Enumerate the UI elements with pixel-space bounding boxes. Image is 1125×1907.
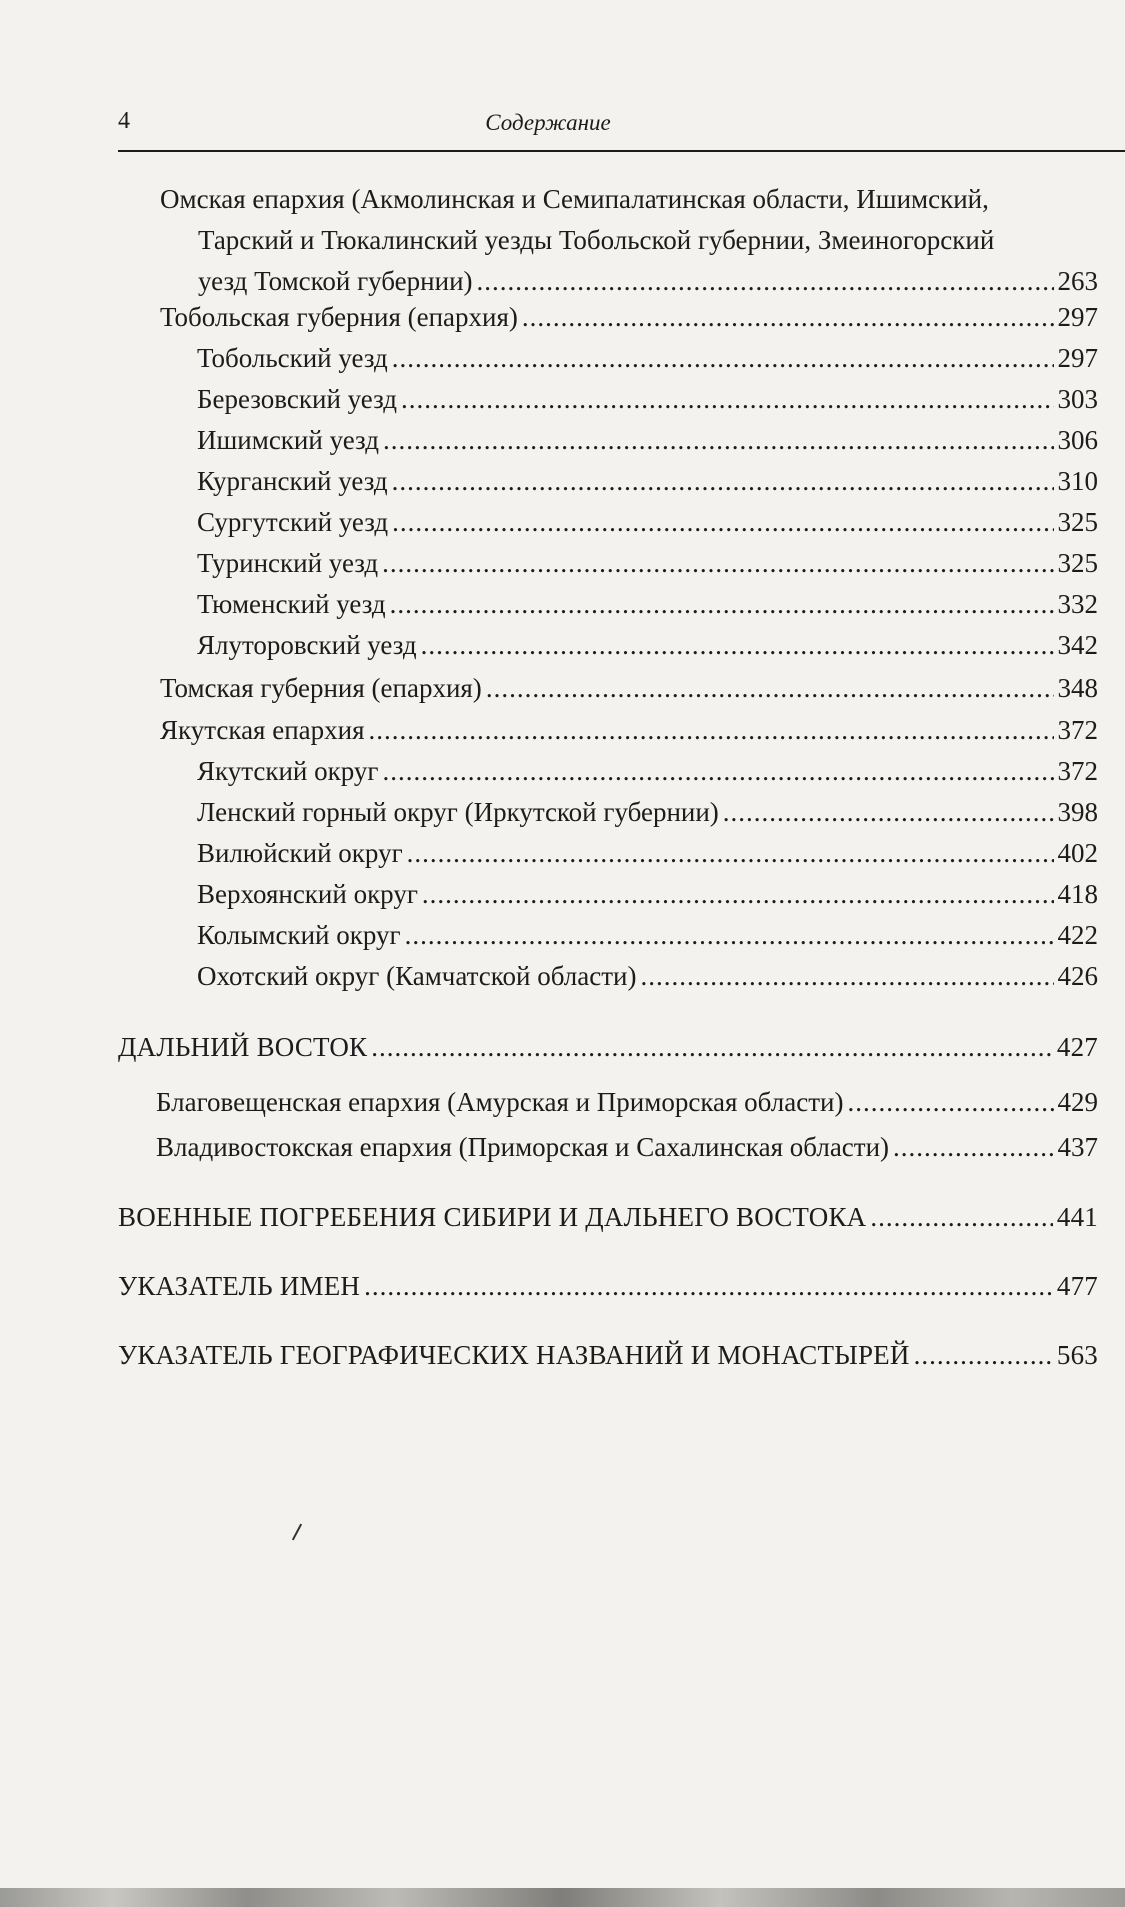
toc-entry-title: Курганский уезд (197, 466, 388, 496)
toc-entry-page: 303 (1057, 384, 1098, 414)
toc-entry-page: 418 (1057, 879, 1098, 909)
toc-entry-page: 437 (1057, 1132, 1098, 1162)
dot-leader (421, 625, 1054, 666)
toc-entry-page: 297 (1057, 302, 1098, 332)
toc-entry-title: ДАЛЬНИЙ ВОСТОК (118, 1032, 368, 1062)
dot-leader (522, 297, 1054, 338)
dot-leader (477, 261, 1054, 302)
toc-entry-title: Сургутский уезд (197, 507, 389, 537)
toc-entry-page: 348 (1057, 673, 1098, 703)
toc-entry-page: 325 (1057, 507, 1098, 537)
toc-entry-page: 402 (1057, 838, 1098, 868)
toc-entry-page: 427 (1056, 1032, 1098, 1062)
toc-entry-kurgansky-uezd[interactable] (197, 461, 1098, 502)
toc-entry-page: 325 (1057, 548, 1098, 578)
toc-entry-page: 310 (1057, 466, 1098, 496)
dot-leader (382, 543, 1053, 584)
toc-entry-page: 372 (1057, 756, 1098, 786)
toc-entry-page: 372 (1057, 715, 1098, 745)
toc-entry-title: УКАЗАТЕЛЬ ГЕОГРАФИЧЕСКИХ НАЗВАНИЙ И МОНАСТЫРЕЙ (118, 1340, 910, 1370)
dot-leader (364, 1266, 1053, 1307)
page-edge-shadow (0, 1888, 1125, 1907)
toc-entry-title: Якутская епархия (160, 715, 365, 745)
toc-entry-page: 426 (1057, 961, 1098, 991)
running-header (118, 108, 1125, 148)
toc-entry-page: 306 (1057, 425, 1098, 455)
toc-entry-page: 563 (1056, 1340, 1098, 1370)
toc-entry-title: Тобольская губерния (епархия) (160, 302, 518, 332)
toc-section-name-index[interactable] (118, 1266, 1098, 1307)
toc-entry-surgutsky-uezd[interactable] (197, 502, 1098, 543)
toc-entry-ishimsky-uezd[interactable] (197, 420, 1098, 461)
toc-entry-title: Тобольский уезд (197, 343, 388, 373)
toc-entry-okhotsky-okrug[interactable] (197, 956, 1098, 997)
dot-leader (486, 668, 1054, 709)
dot-leader (870, 1197, 1053, 1238)
dot-leader (893, 1127, 1053, 1168)
toc-entry-kolymsky-okrug[interactable] (197, 915, 1098, 956)
toc-entry-title: УКАЗАТЕЛЬ ИМЕН (118, 1271, 361, 1301)
toc-section-military-burials[interactable] (118, 1197, 1098, 1238)
toc-entry-title: Ишимский уезд (197, 425, 379, 455)
toc-entry-page: 477 (1056, 1271, 1098, 1301)
toc-entry-tomsk-governorate[interactable] (160, 668, 1098, 709)
toc-entry-title: Колымский округ (197, 920, 401, 950)
toc-entry-tobolsk-governorate[interactable] (160, 297, 1098, 338)
stray-pen-mark (292, 1524, 302, 1541)
toc-entry-page: 441 (1056, 1202, 1098, 1232)
toc-entry-page: 422 (1057, 920, 1098, 950)
dot-leader (369, 710, 1054, 751)
toc-entry-title: ВОЕННЫЕ ПОГРЕБЕНИЯ СИБИРИ И ДАЛЬНЕГО ВОСТОКА (118, 1202, 867, 1232)
dot-leader (382, 751, 1053, 792)
dot-leader (390, 584, 1054, 625)
toc-entry-yalutorovsky-uezd[interactable] (197, 625, 1098, 666)
toc-section-geographic-index[interactable] (118, 1335, 1098, 1376)
toc-entry-omsk-page: 263 (1057, 266, 1098, 296)
toc-entry-page: 342 (1057, 630, 1098, 660)
toc-entry-blagoveshchensk-eparchy[interactable] (156, 1082, 1098, 1123)
dot-leader (422, 874, 1054, 915)
toc-entry-verkhoyansky-okrug[interactable] (197, 874, 1098, 915)
toc-entry-title: Благовещенская епархия (Амурская и Приморская области) (156, 1087, 844, 1117)
toc-entry-title: Березовский уезд (197, 384, 398, 414)
page-number: 4 (118, 108, 130, 134)
toc-entry-tyumensky-uezd[interactable] (197, 584, 1098, 625)
toc-section-far-east[interactable] (118, 1027, 1098, 1068)
toc-entry-title: Якутский округ (197, 756, 379, 786)
toc-entry-omsk-line1: Омская епархия (Акмолинская и Семипалатинская области, Ишимский, (160, 184, 989, 214)
dot-leader (392, 502, 1053, 543)
dot-leader (405, 915, 1054, 956)
toc-entry-omsk-line3: уезд Томской губернии) (198, 266, 473, 296)
toc-entry-title: Вилюйский округ (197, 838, 403, 868)
toc-entry-vilyuisky-okrug[interactable] (197, 833, 1098, 874)
dot-leader (640, 956, 1053, 997)
toc-entry-title: Томская губерния (епархия) (160, 673, 482, 703)
dot-leader (371, 1027, 1053, 1068)
dot-leader (407, 833, 1054, 874)
dot-leader (392, 461, 1054, 502)
toc-entry-title: Охотский округ (Камчатской области) (197, 961, 637, 991)
header-title: Содержание (485, 110, 611, 135)
toc-entry-title: Ялуторовский уезд (197, 630, 417, 660)
toc-entry-page: 429 (1057, 1087, 1098, 1117)
toc-entry-title: Ленский горный округ (Иркутской губернии) (197, 797, 719, 827)
dot-leader (723, 792, 1054, 833)
dot-leader (914, 1335, 1053, 1376)
toc-entry-title: Туринский уезд (197, 548, 379, 578)
toc-entry-page: 297 (1057, 343, 1098, 373)
toc-entry-tobolsk-uezd[interactable] (197, 338, 1098, 379)
toc-entry-title: Верхоянский округ (197, 879, 418, 909)
toc-entry-turinsky-uezd[interactable] (197, 543, 1098, 584)
toc-entry-title: Тюменский уезд (197, 589, 386, 619)
toc-entry-yakutsky-okrug[interactable] (197, 751, 1098, 792)
header-rule (118, 150, 1125, 152)
dot-leader (847, 1082, 1053, 1123)
toc-entry-page: 332 (1057, 589, 1098, 619)
toc-entry-title: Владивостокская епархия (Приморская и Сахалинская области) (156, 1132, 890, 1162)
dot-leader (392, 338, 1054, 379)
toc-entry-omsk[interactable] (160, 179, 1098, 302)
toc-entry-yakutsk-eparchy[interactable] (160, 710, 1098, 751)
toc-entry-vladivostok-eparchy[interactable] (156, 1127, 1098, 1168)
dot-leader (383, 420, 1054, 461)
toc-entry-omsk-line2: Тарский и Тюкалинский уезды Тобольской губернии, Змеиногорский (198, 225, 995, 255)
toc-entry-berezovsky-uezd[interactable] (197, 379, 1098, 420)
toc-entry-lensky-okrug[interactable] (197, 792, 1098, 833)
dot-leader (401, 379, 1053, 420)
toc-entry-page: 398 (1057, 797, 1098, 827)
